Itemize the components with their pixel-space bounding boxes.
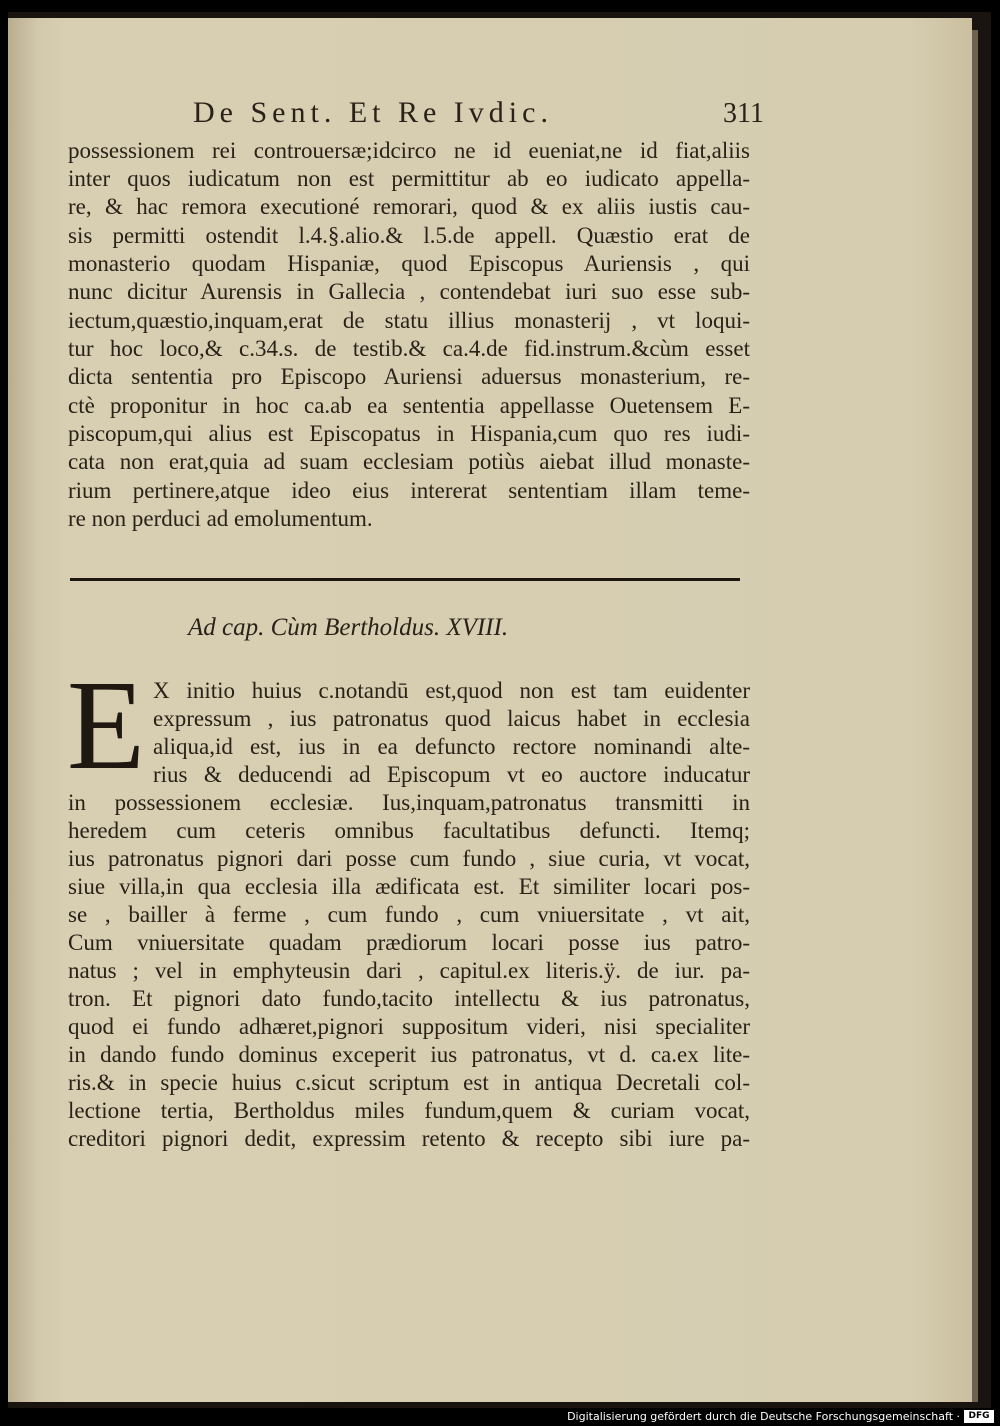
text-line: rium pertinere,atque ideo eius intererat sententiam illam teme-: [68, 478, 750, 503]
page-number: 311: [723, 98, 764, 129]
text-line: siue villa,in qua ecclesia illa ædificata est. Et similiter locari pos-: [68, 874, 750, 899]
text-line: monasterio quodam Hispaniæ, quod Episcopus Auriensis , qui: [68, 251, 750, 276]
funding-credit: Digitalisierung gefördert durch die Deutsche Forschungsgemeinschaft ·: [567, 1410, 960, 1423]
text-line: ctè proponitur in hoc ca.ab ea sententia appellasse Ouetensem E-: [68, 393, 750, 418]
text-line: in dando fundo dominus exceperit ius patronatus, vt d. ca.ex lite-: [68, 1042, 750, 1067]
text-line: re, & hac remora executioné remorari, quod & ex aliis iustis cau-: [68, 194, 750, 219]
text-line: nunc dicitur Aurensis in Gallecia , contendebat iuri suo esse sub-: [68, 279, 750, 304]
text-line: tron. Et pignori dato fundo,tacito intellectu & ius patronatus,: [68, 986, 750, 1011]
text-line: ris.& in specie huius c.sicut scriptum est in antiqua Decretali col-: [68, 1070, 750, 1095]
section-rule: [70, 578, 740, 581]
text-line: re non perduci ad emolumentum.: [68, 506, 373, 531]
text-line: Cum vniuersitate quadam prædiorum locari posse ius patro-: [68, 930, 750, 955]
running-head: De Sent. Et Re Ivdic.: [193, 96, 553, 129]
text-line: dicta sententia pro Episcopo Auriensi aduersus monasterium, re-: [68, 364, 750, 389]
text-line: in possessionem ecclesiæ. Ius,inquam,patronatus transmitti in: [68, 790, 750, 815]
text-line: se , bailler à ferme , cum fundo , cum vniuersitate , vt ait,: [68, 902, 750, 927]
text-line: tur hoc loco,& c.34.s. de testib.& ca.4.de fid.instrum.&cùm esset: [68, 336, 750, 361]
text-line: expressum , ius patronatus quod laicus habet in ecclesia: [153, 706, 750, 731]
chapter-heading: Ad cap. Cùm Bertholdus. XVIII.: [188, 614, 509, 641]
text-line: piscopum,qui alius est Episcopatus in Hispania,cum quo res iudi-: [68, 421, 750, 446]
text-line: possessionem rei controuersæ;idcirco ne id eueniat,ne id fiat,aliis: [68, 138, 750, 163]
text-line: heredem cum ceteris omnibus facultatibus defuncti. Itemq;: [68, 818, 750, 843]
text-line: quod ei fundo adhæret,pignori suppositum videri, nisi specialiter: [68, 1014, 750, 1039]
drop-cap-initial: E: [66, 654, 146, 796]
text-line: cata non erat,quia ad suam ecclesiam potiùs aiebat illud monaste-: [68, 449, 750, 474]
text-line: sis permitti ostendit l.4.§.alio.& l.5.de appell. Quæstio erat de: [68, 223, 750, 248]
book-page: [8, 18, 972, 1402]
text-line: X initio huius c.notandū est,quod non est tam euidenter: [153, 678, 750, 703]
dfg-logo-icon: DFG: [964, 1410, 994, 1423]
text-line: natus ; vel in emphyteusin dari , capitul.ex literis.ÿ. de iur. pa-: [68, 958, 750, 983]
text-line: lectione tertia, Bertholdus miles fundum,quem & curiam vocat,: [68, 1098, 750, 1123]
text-line: aliqua,id est, ius in ea defuncto rectore nominandi alte-: [153, 734, 750, 759]
page-edge: [972, 30, 978, 1402]
text-line: iectum,quæstio,inquam,erat de statu illius monasterij , vt loqui-: [68, 308, 750, 333]
text-line: rius & deducendi ad Episcopum vt eo auctore inducatur: [153, 762, 750, 787]
text-line: inter quos iudicatum non est permittitur ab eo iudicato appella-: [68, 166, 750, 191]
text-line: ius patronatus pignori dari posse cum fundo , siue curia, vt vocat,: [68, 846, 750, 871]
text-line: creditori pignori dedit, expressim retento & recepto sibi iure pa-: [68, 1126, 750, 1151]
